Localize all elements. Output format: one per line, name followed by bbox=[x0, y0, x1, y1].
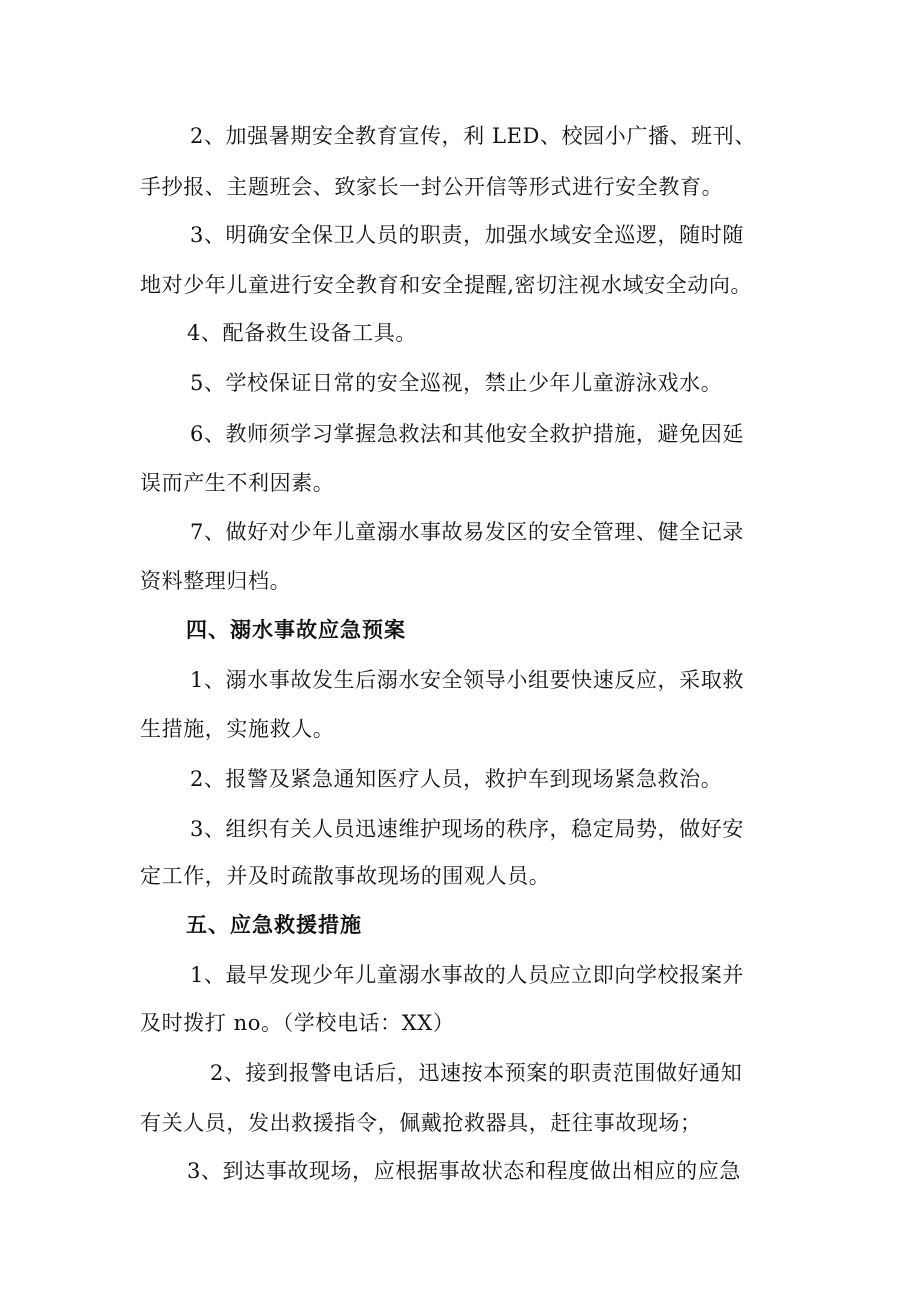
section-4-item-3-line-2: 定工作，并及时疏散事故现场的围观人员。 bbox=[140, 864, 551, 888]
paragraph-3-line-1: 3、明确安全保卫人员的职责，加强水域安全巡逻，随时随 bbox=[190, 223, 744, 247]
section-5-item-1-line-1: 1、最早发现少年儿童溺水事故的人员应立即向学校报案并 bbox=[190, 963, 744, 987]
paragraph-7-line-1: 7、做好对少年儿童溺水事故易发区的安全管理、健全记录 bbox=[190, 520, 744, 544]
paragraph-3-line-2: 地对少年儿童进行安全教育和安全提醒,密切注视水域安全动向。 bbox=[140, 273, 753, 297]
paragraph-5-line-1: 5、学校保证日常的安全巡视，禁止少年儿童游泳戏水。 bbox=[190, 371, 723, 395]
paragraph-7-line-2: 资料整理归档。 bbox=[140, 569, 292, 593]
section-heading-4: 四、溺水事故应急预案 bbox=[186, 618, 406, 642]
paragraph-6-line-2: 误而产生不利因素。 bbox=[140, 471, 335, 495]
section-4-item-2-line-1: 2、报警及紧急通知医疗人员，救护车到现场紧急救治。 bbox=[190, 767, 723, 791]
paragraph-2-line-2: 手抄报、主题班会、致家长一封公开信等形式进行安全教育。 bbox=[140, 175, 724, 199]
section-4-item-1-line-1: 1、溺水事故发生后溺水安全领导小组要快速反应，采取救 bbox=[190, 668, 744, 692]
section-5-item-1-line-2: 及时拨打 no。（学校电话：XX） bbox=[140, 1011, 455, 1035]
section-5-item-2-line-1: 2、接到报警电话后，迅速按本预案的职责范围做好通知 bbox=[210, 1061, 743, 1085]
paragraph-2-line-1: 2、加强暑期安全教育宣传，利 LED、校园小广播、班刊、 bbox=[190, 124, 756, 148]
paragraph-4-line-1: 4、配备救生设备工具。 bbox=[187, 321, 417, 345]
section-4-item-3-line-1: 3、组织有关人员迅速维护现场的秩序，稳定局势，做好安 bbox=[190, 817, 744, 841]
section-4-item-1-line-2: 生措施，实施救人。 bbox=[140, 717, 335, 741]
paragraph-6-line-1: 6、教师须学习掌握急救法和其他安全救护措施，避免因延 bbox=[190, 422, 744, 446]
section-heading-5: 五、应急救援措施 bbox=[186, 913, 362, 937]
section-5-item-2-line-2: 有关人员，发出救援指令，佩戴抢救器具，赶往事故现场； bbox=[140, 1111, 702, 1135]
section-5-item-3-line-1: 3、到达事故现场，应根据事故状态和程度做出相应的应急 bbox=[187, 1159, 741, 1183]
